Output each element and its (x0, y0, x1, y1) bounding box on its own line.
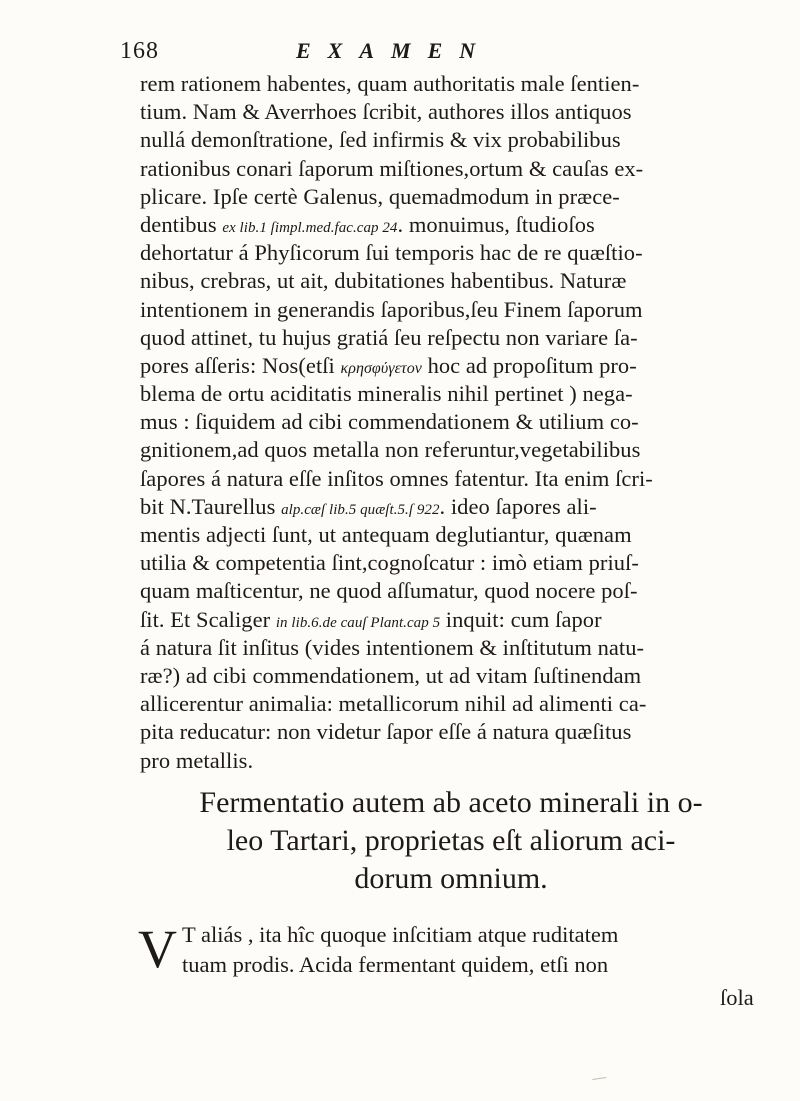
section-heading (142, 784, 760, 898)
line-text: quam maſticentur, ne quod aſſumatur, quod nocere poſ- (140, 578, 638, 604)
citation: alp.cæſ lib.5 quæſt.5.ſ 922 (281, 501, 440, 518)
line-text-continued: hoc ad propoſitum pro- (421, 352, 637, 378)
line-text: pro metallis. (140, 747, 254, 773)
line-text: ræ?) ad cibi commendationem, ut ad vitam ſuſtinendam (140, 662, 642, 688)
text-line (140, 352, 760, 380)
paragraph-2 (138, 920, 768, 980)
line-text: á natura ſit inſitus (vides intentionem & inſtitutum natu- (140, 634, 645, 660)
text-line: T aliás , ita hîc quoque inſcitiam atque ruditatem (182, 922, 619, 947)
line-text: gnitionem,ad quos metalla non referuntur,vegetabilibus (140, 437, 641, 463)
catchword: ſola (720, 985, 754, 1010)
text-line (140, 70, 760, 98)
text-line (140, 239, 760, 267)
line-text: plicare. Ipſe certè Galenus, quemadmodum in præce- (140, 183, 620, 209)
page-number: 168 (120, 38, 159, 64)
text-line (140, 549, 760, 577)
line-text: nibus, crebras, ut ait, dubitationes habentibus. Naturæ (140, 268, 627, 294)
text-line (140, 155, 760, 183)
text-line (140, 747, 760, 775)
text-line (140, 408, 760, 436)
line-text: pores aſſeris: Nos(etſi (140, 352, 341, 378)
text-line (140, 577, 760, 605)
line-text: rem rationem habentes, quam authoritatis male ſentien- (140, 71, 640, 96)
line-text: tium. Nam & Averrhoes ſcribit, authores illos antiquos (140, 99, 632, 125)
text-line (140, 521, 760, 549)
line-text: rationibus conari ſaporum miſtiones,ortum & cauſas ex- (140, 155, 644, 181)
heading-line: Fermentatio autem ab aceto minerali in o- (199, 786, 703, 819)
body-paragraph (140, 70, 760, 775)
line-text: dentibus (140, 211, 223, 237)
text-line (140, 634, 760, 662)
text-line (140, 126, 760, 154)
text-line (140, 380, 760, 408)
heading-line: dorum omnium. (354, 862, 548, 895)
line-text: pita reducatur: non videtur ſapor eſſe á natura quæſitus (140, 719, 632, 745)
line-text-continued: . monuimus, ſtudioſos (397, 211, 595, 237)
line-text: quod attinet, tu hujus gratiá ſeu reſpectu non variare ſa- (140, 324, 638, 350)
text-line (140, 183, 760, 211)
running-title: EXAMEN (296, 38, 493, 63)
line-text: ſapores á natura eſſe inſitos omnes fatentur. Ita enim ſcri- (140, 465, 653, 491)
line-text: bit N.Taurellus (140, 493, 282, 519)
text-line (140, 211, 760, 239)
line-text: nullá demonſtratione, ſed infirmis & vix probabilibus (140, 127, 621, 153)
text-line (140, 493, 760, 521)
line-text: dehortatur á Phyſicorum ſui temporis hac de re quæſtio- (140, 240, 643, 266)
running-head (120, 38, 680, 70)
text-line (140, 718, 760, 746)
line-text: mus : ſiquidem ad cibi commendationem & utilium co- (140, 409, 639, 435)
text-line (140, 662, 760, 690)
line-text: ſit. Et Scaliger (140, 606, 276, 632)
line-text-continued: inquit: cum ſapor (440, 606, 602, 632)
drop-cap: V (138, 919, 177, 979)
line-text: utilia & competentia ſint,cognoſcatur : imò etiam priuſ- (140, 550, 639, 576)
citation: in lib.6.de cauſ Plant.cap 5 (275, 614, 441, 631)
text-line (140, 98, 760, 126)
line-text: intentionem in generandis ſaporibus,ſeu Finem ſaporum (140, 296, 643, 322)
line-text: blema de ortu aciditatis mineralis nihil pertinet ) nega- (140, 381, 633, 407)
greek-word: κρησφύγετον (340, 359, 422, 377)
text-line (140, 436, 760, 464)
heading-line: leo Tartari, proprietas eſt aliorum aci- (226, 824, 676, 857)
text-line (140, 465, 760, 493)
text-line (140, 267, 760, 295)
line-text: mentis adjecti ſunt, ut antequam deglutiantur, quænam (140, 522, 632, 547)
line-text-continued: . ideo ſapores ali- (439, 493, 597, 519)
text-line (140, 690, 760, 718)
text-line (140, 296, 760, 324)
ink-mark (592, 1072, 607, 1080)
text-line (140, 324, 760, 352)
text-line (140, 606, 760, 634)
text-line: tuam prodis. Acida fermentant quidem, etſi non (182, 952, 609, 977)
citation: ex lib.1 ſimpl.med.fac.cap 24 (222, 219, 398, 236)
line-text: allicerentur animalia: metallicorum nihil ad alimenti ca- (140, 691, 647, 717)
